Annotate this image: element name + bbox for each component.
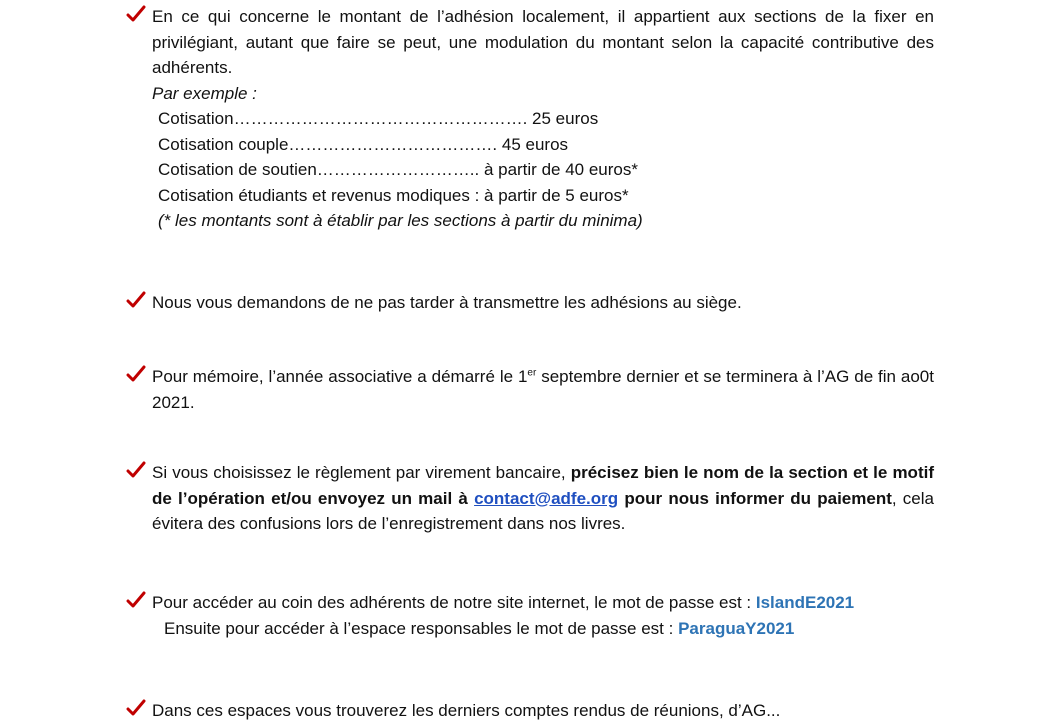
contact-email-link[interactable]: contact@adfe.org — [474, 488, 619, 508]
example-list — [158, 106, 934, 208]
example-line: Cotisation de soutien……………………….. à partir de 40 euros* — [158, 160, 638, 179]
bullet-adhesion-amount — [126, 4, 934, 234]
transmit-text: Nous vous demandons de ne pas tarder à transmettre les adhésions au siège. — [152, 293, 742, 312]
check-mark-icon — [126, 590, 146, 610]
example-line: Cotisation……………………………………………. 25 euros — [158, 109, 599, 128]
example-line: Cotisation couple………………………………. 45 euros — [158, 134, 569, 154]
check-mark-icon — [126, 364, 146, 384]
spaces-text: Dans ces espaces vous trouverez les derniers comptes rendus de réunions, d’AG... — [152, 701, 781, 720]
year-text: Pour mémoire, l’année associative a démarré le 1er septembre dernier et se terminera à l’AG de fin ao0t 2021. — [152, 367, 934, 412]
bullet-passwords — [126, 590, 934, 641]
check-mark-icon — [126, 698, 146, 718]
bullet-bank-transfer — [126, 460, 934, 537]
example-title: Par exemple : — [152, 83, 257, 103]
example-note: (* les montants sont à établir par les sections à partir du minima) — [158, 211, 643, 230]
adhesion-paragraph: En ce qui concerne le montant de l’adhésion localement, il appartient aux sections de la fixer en privilégiant, autant que faire se peut, une modulation du montant selon la capacité contributive des adhérents. — [152, 7, 934, 77]
check-mark-icon — [126, 290, 146, 310]
password-line-2: Ensuite pour accéder à l’espace responsables le mot de passe est : ParaguaY2021 — [164, 618, 795, 638]
bullet-transmit — [126, 290, 934, 316]
bank-transfer-text: Si vous choisissez le règlement par virement bancaire, précisez bien le nom de la section et le motif de l’opération et/ou envoyez un mail à contact@adfe.org pour nous informer du paiement, cela évitera des confusions lors de l’enregistrement dans nos livres. — [152, 463, 934, 533]
password-line-1: Pour accéder au coin des adhérents de notre site internet, le mot de passe est : IslandE2021 — [152, 593, 855, 612]
bullet-year — [126, 364, 934, 415]
password-managers: ParaguaY2021 — [678, 618, 795, 638]
check-mark-icon — [126, 4, 146, 24]
check-mark-icon — [126, 460, 146, 480]
password-members: IslandE2021 — [755, 593, 855, 612]
example-line: Cotisation étudiants et revenus modiques : à partir de 5 euros* — [158, 185, 629, 205]
